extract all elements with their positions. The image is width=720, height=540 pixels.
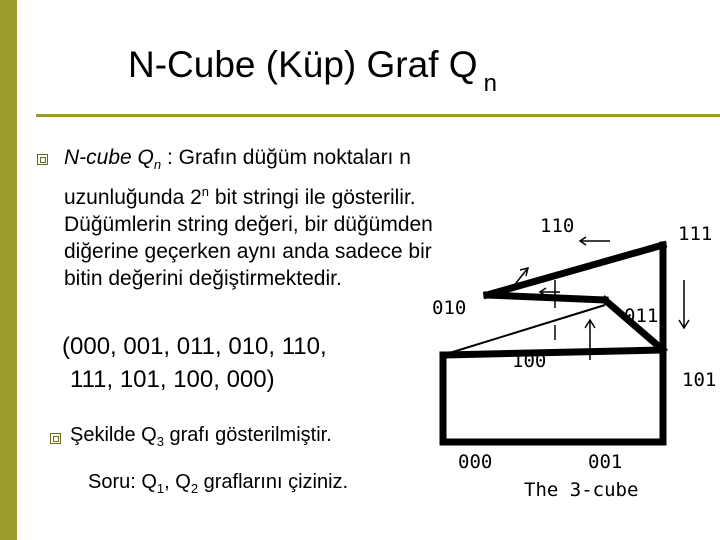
bullet-marker-2	[50, 433, 61, 444]
ncube-term: N-cube Q	[64, 146, 154, 169]
question-text-a: Soru: Q	[88, 471, 157, 493]
question-text-c: graflarını çiziniz.	[198, 471, 349, 493]
cube-caption: The 3-cube	[524, 479, 639, 501]
figure-note-text-b: grafı gösterilmiştir.	[163, 424, 332, 446]
question-text-b: , Q	[164, 471, 191, 493]
figure-note	[70, 424, 332, 449]
label-011: 011	[624, 305, 659, 327]
sequence-line-2: 111, 101, 100, 000)	[70, 366, 275, 393]
definition-text-a: : Grafın düğüm noktaları n uzunluğunda 2	[64, 146, 411, 210]
title-divider	[36, 114, 720, 117]
label-111: 111	[678, 223, 713, 245]
definition-text-b: bit stringi ile gösterilir. Düğümlerin string değeri, bir düğümden diğerine geçerken aynı anda sadece bir bitin değerini değiştirmektedir.	[64, 186, 433, 291]
question-sub-2: 2	[190, 481, 199, 496]
figure-note-text-a: Şekilde Q	[70, 424, 157, 446]
slide-title	[128, 44, 497, 98]
vertex-sequence	[62, 330, 327, 396]
label-110: 110	[540, 215, 575, 237]
definition-paragraph	[64, 144, 464, 292]
sequence-line-1: (000, 001, 011, 010, 110,	[62, 333, 327, 360]
path-edge-110-111	[487, 245, 663, 295]
figure-note-subscript: 3	[156, 434, 164, 449]
title-subscript: n	[483, 70, 497, 97]
label-001: 001	[588, 451, 623, 473]
label-010: 010	[432, 297, 467, 319]
label-100: 100	[512, 350, 547, 372]
question-sub-1: 1	[156, 481, 165, 496]
definition-superscript: n	[201, 184, 210, 200]
label-101: 101	[682, 369, 717, 391]
left-accent-bar	[0, 0, 17, 540]
title-main: N-Cube (Küp) Graf Q	[128, 44, 478, 85]
ncube-term-subscript: n	[153, 157, 162, 173]
path-edge-101-100	[443, 350, 663, 355]
label-000: 000	[458, 451, 493, 473]
bullet-marker-1	[37, 154, 48, 165]
cube-diagram	[420, 200, 720, 510]
question-line	[88, 471, 348, 496]
edge-100-101-thin	[443, 305, 605, 355]
